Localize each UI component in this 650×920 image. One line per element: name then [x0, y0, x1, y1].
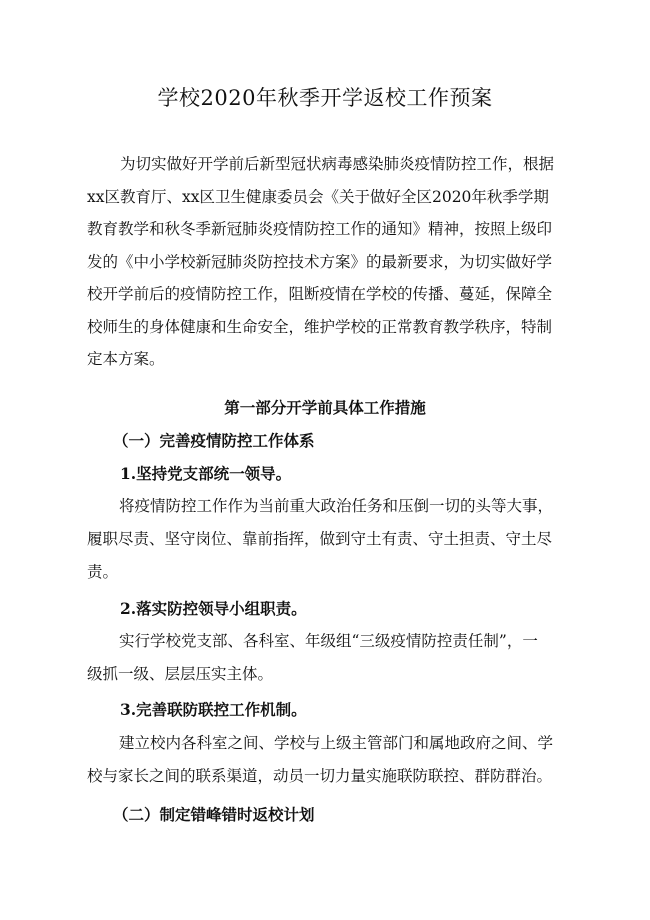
body-line: 履职尽责、坚守岗位、靠前指挥，做到守土有责、守土担责、守土尽 — [87, 530, 553, 548]
part-one-heading: 第一部分开学前具体工作措施 — [224, 398, 426, 417]
item-1-body — [87, 490, 567, 589]
intro-line: 教育教学和秋冬季新冠肺炎疫情防控工作的通知》精神，按照上级印 — [87, 220, 553, 238]
body-line: 实行学校党支部、各科室、年级组“三级疫情防控责任制”，一 — [119, 632, 538, 650]
item-3-body — [87, 727, 567, 793]
document-title: 学校2020年秋季开学返校工作预案 — [157, 86, 493, 110]
intro-line: 为切实做好开学前后新型冠状病毒感染肺炎疫情防控工作，根据 — [120, 155, 555, 173]
body-line: 将疫情防控工作作为当前重大政治任务和压倒一切的头等大事， — [119, 497, 554, 515]
intro-line: 校师生的身体健康和生命安全，维护学校的正常教育教学秩序，特制 — [87, 317, 553, 336]
item-1-heading: 1.坚持党支部统一领导。 — [120, 464, 292, 483]
intro-line: 定本方案。 — [87, 350, 165, 368]
body-line: 责。 — [87, 563, 119, 581]
item-3-heading: 3.完善联防联控工作机制。 — [120, 700, 307, 719]
intro-line: xx区教育厅、xx区卫生健康委员会《关于做好全区2020年秋季学期 — [87, 187, 549, 206]
intro-paragraph — [87, 148, 560, 376]
intro-line: 校开学前后的疫情防控工作，阻断疫情在学校的传播、蔓延，保障全 — [87, 285, 553, 303]
item-2-heading: 2.落实防控领导小组职责。 — [120, 599, 307, 618]
section-two-heading: （二）制定错峰错时返校计划 — [113, 805, 315, 824]
body-line: 级抓一级、层层压实主体。 — [87, 665, 274, 683]
intro-line: 发的《中小学校新冠肺炎防控技术方案》的最新要求，为切实做好学 — [87, 252, 553, 271]
body-line: 建立校内各科室之间、学校与上级主管部门和属地政府之间、学 — [119, 734, 554, 752]
item-2-body — [87, 625, 567, 691]
section-one-heading: （一）完善疫情防控工作体系 — [113, 431, 315, 450]
body-line: 校与家长之间的联系渠道，动员一切力量实施联防联控、群防群治。 — [87, 767, 553, 785]
